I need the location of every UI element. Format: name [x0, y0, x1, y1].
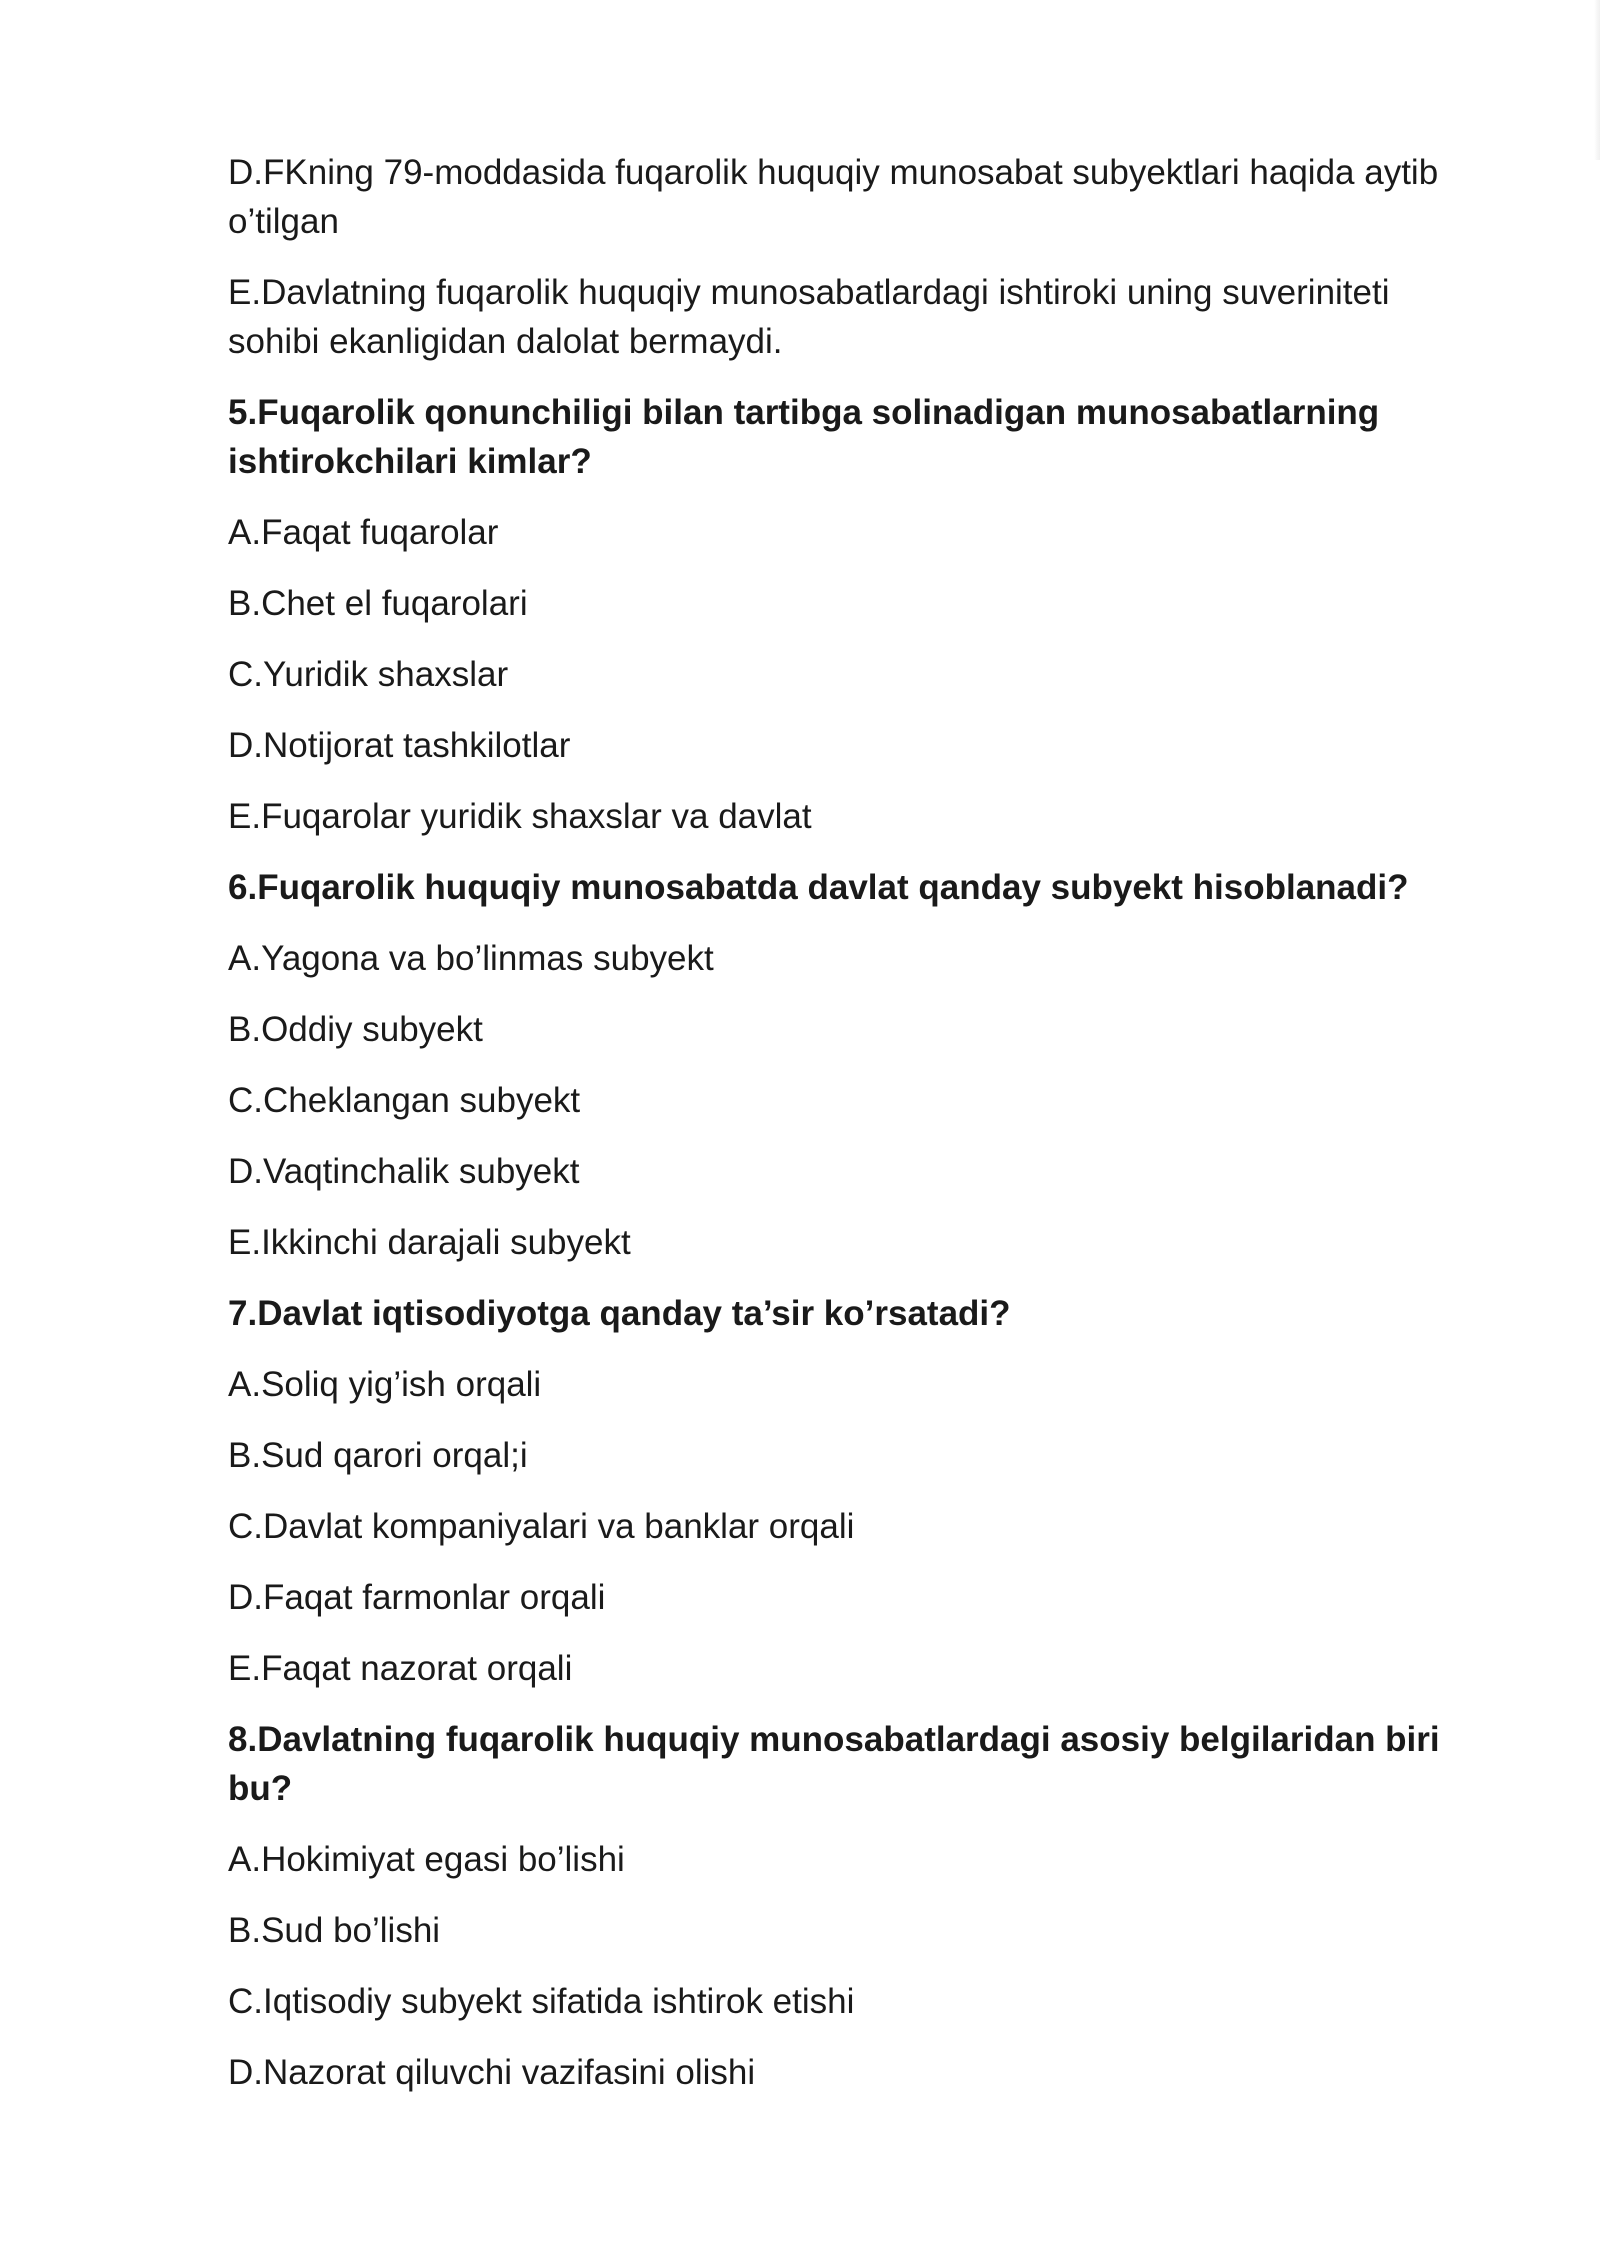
- option-d-q8: D.Nazorat qiluvchi vazifasini olishi: [228, 2053, 756, 2092]
- option-b-q5: B.Chet el fuqarolari: [228, 584, 528, 623]
- option-c-q8: C.Iqtisodiy subyekt sifatida ishtirok etishi: [228, 1982, 855, 2021]
- option-b-q6: B.Oddiy subyekt: [228, 1010, 483, 1049]
- option-a-q8: A.Hokimiyat egasi bo’lishi: [228, 1840, 625, 1879]
- question-7: 7.Davlat iqtisodiyotga qanday ta’sir ko’rsatadi?: [228, 1294, 1011, 1333]
- question-8: 8.Davlatning fuqarolik huquqiy munosabatlardagi asosiy belgilaridan biri bu?: [228, 1720, 1440, 1808]
- option-e-q4: E.Davlatning fuqarolik huquqiy munosabatlardagi ishtiroki uning suveriniteti sohibi ekanligidan dalolat bermaydi.: [228, 273, 1390, 361]
- option-b-q8: B.Sud bo’lishi: [228, 1911, 441, 1950]
- option-e-q5: E.Fuqarolar yuridik shaxslar va davlat: [228, 797, 812, 836]
- option-d-q7: D.Faqat farmonlar orqali: [228, 1578, 606, 1617]
- document-page: [228, 148, 1458, 2119]
- option-d-q5: D.Notijorat tashkilotlar: [228, 726, 571, 765]
- page-edge-shadow: [1594, 0, 1600, 160]
- option-e-q7: E.Faqat nazorat orqali: [228, 1649, 573, 1688]
- option-b-q7: B.Sud qarori orqal;i: [228, 1436, 528, 1475]
- question-5: 5.Fuqarolik qonunchiligi bilan tartibga solinadigan munosabatlarning ishtirokchilari kimlar?: [228, 393, 1380, 481]
- option-d-q6: D.Vaqtinchalik subyekt: [228, 1152, 580, 1191]
- question-6: 6.Fuqarolik huquqiy munosabatda davlat qanday subyekt hisoblanadi?: [228, 868, 1409, 907]
- option-c-q5: C.Yuridik shaxslar: [228, 655, 509, 694]
- option-e-q6: E.Ikkinchi darajali subyekt: [228, 1223, 631, 1262]
- option-a-q6: A.Yagona va bo’linmas subyekt: [228, 939, 714, 978]
- option-a-q7: A.Soliq yig’ish orqali: [228, 1365, 542, 1404]
- option-c-q7: C.Davlat kompaniyalari va banklar orqali: [228, 1507, 855, 1546]
- option-a-q5: A.Faqat fuqarolar: [228, 513, 499, 552]
- option-d-q4: D.FKning 79-moddasida fuqarolik huquqiy munosabat subyektlari haqida aytib o’tilgan: [228, 153, 1439, 241]
- option-c-q6: C.Cheklangan subyekt: [228, 1081, 581, 1120]
